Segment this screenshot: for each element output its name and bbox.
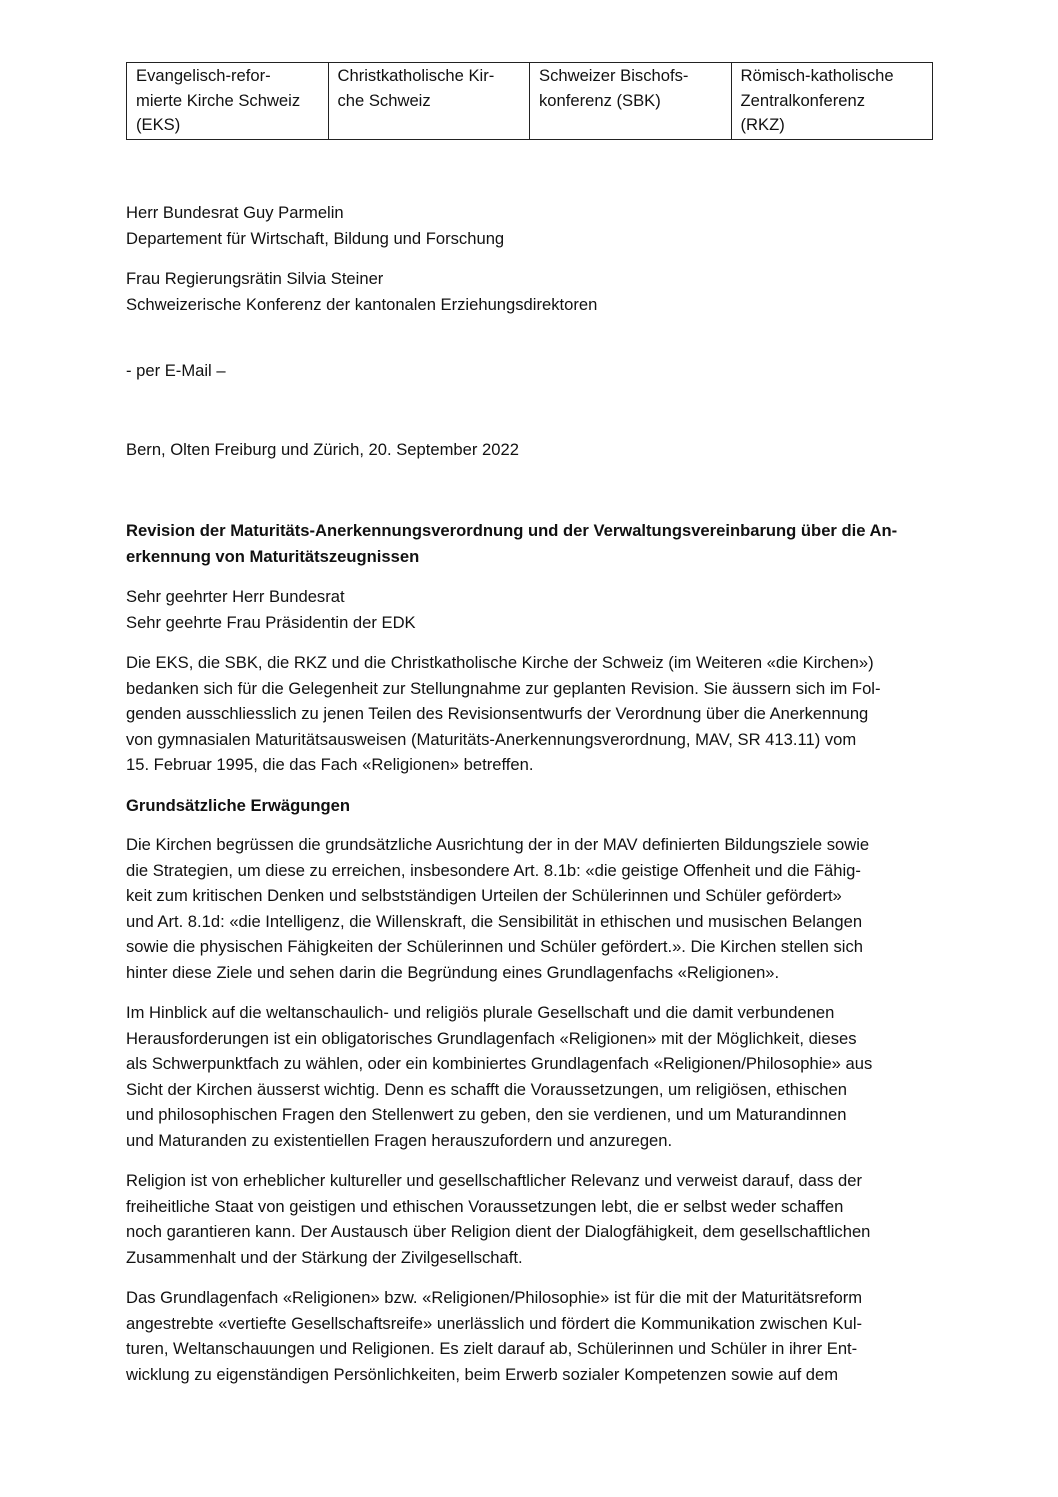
subject xyxy=(126,518,936,569)
sender-row xyxy=(127,63,933,140)
delivery-note xyxy=(126,358,936,384)
sender-text: Evangelisch-refor- xyxy=(136,66,271,85)
delivery-text: - per E-Mail – xyxy=(126,361,226,380)
heading-text: Grundsätzliche Erwägungen xyxy=(126,796,351,815)
salutation xyxy=(126,584,936,635)
paragraph-4 xyxy=(126,1285,936,1387)
paragraph-line: genden ausschliesslich zu jenen Teilen des Revisionsentwurfs der Verordnung über die Anerkennung xyxy=(126,704,869,724)
paragraph-line: Im Hinblick auf die weltanschaulich- und religiös plurale Gesellschaft und die damit verbundenen xyxy=(126,1003,835,1022)
paragraph-line: freiheitliche Staat von geistigen und ethischen Voraussetzungen lebt, die er selbst weder schaffen xyxy=(126,1196,844,1216)
subject-line: erkennung von Maturitätszeugnissen xyxy=(126,546,420,566)
paragraph-line: sowie die physischen Fähigkeiten der Schülerinnen und Schüler gefördert.». Die Kirchen stellen sich xyxy=(126,937,863,957)
paragraph-line: noch garantieren kann. Der Austausch über Religion dient der Dialogfähigkeit, dem gesellschaftlichen xyxy=(126,1222,871,1242)
paragraph-line: 15. Februar 1995, die das Fach «Religionen» betreffen. xyxy=(126,755,534,775)
sender-text: (EKS) xyxy=(136,115,181,134)
paragraph-line: die Strategien, um diese zu erreichen, insbesondere Art. 8.1b: «die geistige Offenheit und die Fähig- xyxy=(126,860,861,880)
sender-cell-rkz xyxy=(731,63,933,140)
recipient-name: Herr Bundesrat Guy Parmelin xyxy=(126,203,344,222)
paragraph-line: Die Kirchen begrüssen die grundsätzliche Ausrichtung der in der MAV definierten Bildungsziele sowie xyxy=(126,835,870,854)
paragraph-line: hinter diese Ziele und sehen darin die Begründung eines Grundlagenfachs «Religionen». xyxy=(126,962,780,982)
paragraph-line: Religion ist von erheblicher kultureller und gesellschaftlicher Relevanz und verweist darauf, dass der xyxy=(126,1171,863,1190)
paragraph-line: als Schwerpunktfach zu wählen, oder ein kombiniertes Grundlagenfach «Religionen/Philosophie» aus xyxy=(126,1054,873,1074)
subject-line: Revision der Maturitäts-Anerkennungsverordnung und der Verwaltungsvereinbarung über die An- xyxy=(126,521,898,540)
sender-cell-eks xyxy=(127,63,329,140)
paragraph-line: Die EKS, die SBK, die RKZ und die Christkatholische Kirche der Schweiz (im Weiteren «die Kirchen») xyxy=(126,653,874,672)
sender-text: Schweizer Bischofs- xyxy=(539,66,689,85)
recipient-1 xyxy=(126,200,936,251)
paragraph-line: angestrebte «vertiefte Gesellschaftsreife» unerlässlich und fördert die Kommunikation zwischen Kul- xyxy=(126,1313,863,1333)
sender-cell-christkatholisch xyxy=(328,63,530,140)
sender-text: konferenz (SBK) xyxy=(539,90,661,110)
paragraph-2 xyxy=(126,1000,936,1154)
place-date xyxy=(126,437,936,463)
sender-text: Christkatholische Kir- xyxy=(337,66,495,85)
paragraph-1 xyxy=(126,832,936,986)
recipient-department: Schweizerische Konferenz der kantonalen Erziehungsdirektoren xyxy=(126,294,598,314)
sender-cell-sbk xyxy=(530,63,732,140)
paragraph-line: keit zum kritischen Denken und selbstständigen Urteilen der Schülerinnen und Schüler gefördert» xyxy=(126,886,842,906)
paragraph-line: und Art. 8.1d: «die Intelligenz, die Willenskraft, die Sensibilität in ethischen und musischen Belangen xyxy=(126,911,863,931)
recipient-department: Departement für Wirtschaft, Bildung und Forschung xyxy=(126,228,505,248)
section-heading xyxy=(126,793,936,819)
paragraph-line: und philosophischen Fragen den Stellenwert zu geben, den sie verdienen, und um Maturandinnen xyxy=(126,1105,847,1125)
sender-text: Römisch-katholische xyxy=(740,66,894,85)
intro-paragraph xyxy=(126,650,936,778)
paragraph-line: bedanken sich für die Gelegenheit zur Stellungnahme zur geplanten Revision. Sie äussern sich im Fol- xyxy=(126,678,881,698)
sender-table xyxy=(126,62,933,140)
recipient-2 xyxy=(126,266,936,317)
salutation-line: Sehr geehrte Frau Präsidentin der EDK xyxy=(126,612,416,632)
paragraph-line: und Maturanden zu existentiellen Fragen herauszufordern und anzuregen. xyxy=(126,1130,673,1150)
sender-text: mierte Kirche Schweiz xyxy=(136,90,301,110)
paragraph-line: turen, Weltanschauungen und Religionen. Es zielt darauf ab, Schülerinnen und Schüler in ihrer Ent- xyxy=(126,1339,858,1359)
place-date-text: Bern, Olten Freiburg und Zürich, 20. September 2022 xyxy=(126,440,519,459)
sender-text: Zentralkonferenz xyxy=(740,90,866,110)
paragraph-3 xyxy=(126,1168,936,1270)
paragraph-line: Herausforderungen ist ein obligatorisches Grundlagenfach «Religionen» mit der Möglichkeit, dieses xyxy=(126,1028,857,1048)
paragraph-line: Zusammenhalt und der Stärkung der Zivilgesellschaft. xyxy=(126,1247,523,1267)
salutation-line: Sehr geehrter Herr Bundesrat xyxy=(126,587,345,606)
paragraph-line: Sicht der Kirchen äusserst wichtig. Denn es schafft die Voraussetzungen, um religiösen, ethischen xyxy=(126,1079,847,1099)
sender-text: (RKZ) xyxy=(740,115,785,134)
paragraph-line: wicklung zu eigenständigen Persönlichkeiten, beim Erwerb sozialer Kompetenzen sowie auf dem xyxy=(126,1364,839,1384)
recipient-name: Frau Regierungsrätin Silvia Steiner xyxy=(126,269,384,288)
paragraph-line: Das Grundlagenfach «Religionen» bzw. «Religionen/Philosophie» ist für die mit der Maturitätsreform xyxy=(126,1288,863,1307)
sender-text: che Schweiz xyxy=(337,90,431,110)
paragraph-line: von gymnasialen Maturitätsausweisen (Maturitäts-Anerkennungsverordnung, MAV, SR 413.11) vom xyxy=(126,729,857,749)
